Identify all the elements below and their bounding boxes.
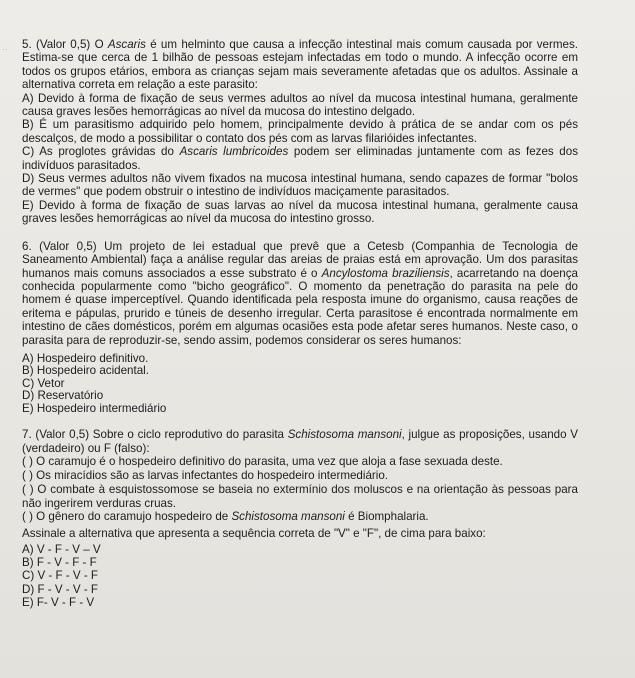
question-7-statement-4[interactable]: ( ) O gênero do caramujo hospedeiro de Schistosoma mansoni é Biomphalaria. <box>22 510 429 524</box>
question-6 <box>22 240 578 416</box>
question-5-stem: 5. (Valor 0,5) O Ascaris é um helminto que causa a infecção intestinal mais comum causada por vermes. Estima-se que cerca de 1 bilhão de pessoas estejam infectadas em todo o mundo. A infecção ocorre em todos os grupos etários, embora as crianças sejam mais severamente afetadas que os adultos. Assinale a alternativa correta em relação a este parasito: <box>22 38 578 92</box>
question-6-option-e[interactable]: E) Hospedeiro intermediário <box>22 401 167 415</box>
question-5-option-a[interactable]: A) Devido à forma de fixação de seus vermes adultos ao nível da mucosa intestinal humana, geralmente causa graves lesões hemorrágicas ao nível da mucosa do intestino delgado. <box>22 91 578 119</box>
question-6-option-b[interactable]: B) Hospedeiro acidental. <box>22 364 149 378</box>
question-7-option-d[interactable]: D) F - V - V - F <box>22 582 98 596</box>
question-7 <box>22 428 578 609</box>
question-7-option-a[interactable]: A) V - F - V – V <box>22 542 101 556</box>
question-5 <box>22 38 578 226</box>
margin-mark: ·· <box>2 44 8 54</box>
question-7-instruction: Assinale a alternativa que apresenta a sequência correta de "V" e "F", de cima para baixo: <box>22 527 486 541</box>
question-5-option-e[interactable]: E) Devido à forma de fixação de suas larvas ao nível da mucosa intestinal humana, geralmente causa graves lesões hemorrágicas ao nível da mucosa do intestino grosso. <box>22 198 578 226</box>
question-5-option-b[interactable]: B) É um parasitismo adquirido pelo homem, principalmente devido à prática de se andar com os pés descalços, de modo a possibilitar o contato dos pés com as larvas filarióides infectantes. <box>22 118 578 145</box>
exam-content <box>22 38 578 610</box>
question-7-statements <box>22 455 578 524</box>
question-6-option-a[interactable]: A) Hospedeiro definitivo. <box>22 351 149 365</box>
question-7-statement-2[interactable]: ( ) Os miracídios são as larvas infectantes do hospedeiro intermediário. <box>22 469 389 483</box>
question-7-option-e[interactable]: E) F- V - F - V <box>22 596 95 610</box>
question-6-options <box>22 353 578 416</box>
question-7-options <box>22 543 578 610</box>
question-5-option-d[interactable]: D) Seus vermes adultos não vivem fixados na mucosa intestinal humana, sendo capazes de formar "bolos de vermes" que podem obstruir o intestino de indivíduos maciçamente parasitados. <box>22 172 578 199</box>
question-7-option-b[interactable]: B) F - V - F - F <box>22 556 97 570</box>
question-6-option-c[interactable]: C) Vetor <box>22 376 65 390</box>
question-7-stem: 7. (Valor 0,5) Sobre o ciclo reprodutivo do parasita Schistosoma mansoni, julgue as proposições, usando V (verdadeiro) ou F (falso): <box>22 428 578 455</box>
question-5-option-c[interactable]: C) As proglotes grávidas do Ascaris lumbricoides podem ser eliminadas juntamente com as fezes dos indivíduos parasitados. <box>22 145 578 172</box>
question-7-option-c[interactable]: C) V - F - V - F <box>22 569 98 583</box>
question-6-option-d[interactable]: D) Reservatório <box>22 389 104 403</box>
question-6-stem: 6. (Valor 0,5) Um projeto de lei estadual que prevê que a Cetesb (Companhia de Tecnologia de Saneamento Ambiental) faça a análise regular das areias de praias está em aprovação. Um dos parasitas humanos mais comuns associados a esse substrato é o Ancylostoma braziliensis, acarretando na doença conhecida popularmente como "bicho geográfico". O momento da penetração do parasita na pele do homem é quase imperceptível. Quando identificada pela resposta imune do organismo, causa reações de eritema e pápulas, prurido e túneis de desenho irregular. Certa parasitose é encontrada normalmente em intestino de cães domésticos, porém em algumas ocasiões esta pode afetar seres humanos. Neste caso, o parasita para de reproduzir-se, sendo assim, podemos considerar os seres humanos: <box>22 239 578 347</box>
question-7-statement-1[interactable]: ( ) O caramujo é o hospedeiro definitivo do parasita, uma vez que aloja a fase sexuada deste. <box>22 455 503 469</box>
question-7-statement-3[interactable]: ( ) O combate à esquistossomose se baseia no extermínio dos moluscos e na orientação às pessoas para não ingerirem verduras cruas. <box>22 482 578 510</box>
